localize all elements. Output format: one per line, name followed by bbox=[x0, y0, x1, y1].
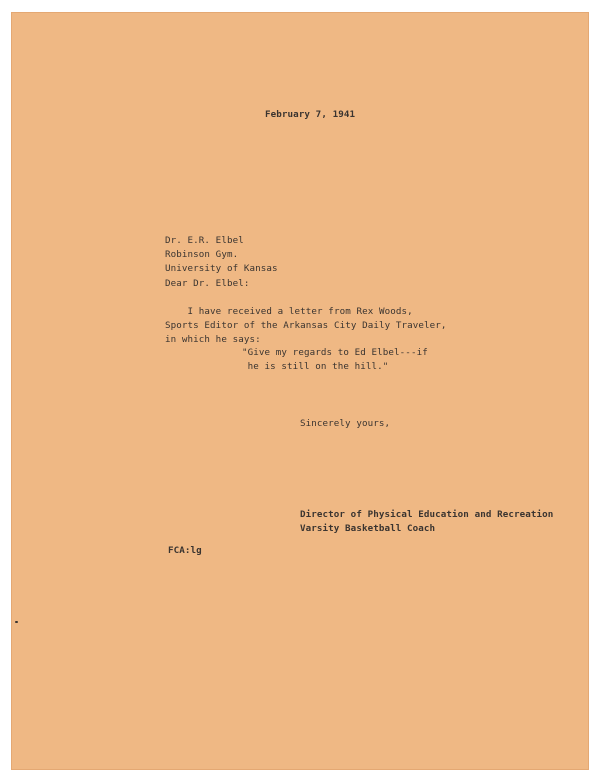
recipient-address bbox=[165, 234, 278, 276]
signature-role: Varsity Basketball Coach bbox=[300, 523, 436, 534]
body-line: I have received a letter from Rex Woods, bbox=[165, 306, 413, 317]
signature-block bbox=[300, 508, 553, 536]
recipient-institution: University of Kansas bbox=[165, 263, 278, 274]
salutation: Dear Dr. Elbel: bbox=[165, 278, 250, 289]
quote-line: he is still on the hill." bbox=[242, 361, 389, 372]
paper-speck bbox=[15, 621, 18, 623]
body-line: Sports Editor of the Arkansas City Daily Traveler, bbox=[165, 320, 447, 331]
body-line: in which he says: bbox=[165, 334, 261, 345]
quote-line: "Give my regards to Ed Elbel---if bbox=[242, 347, 428, 358]
letter-page bbox=[11, 12, 589, 770]
recipient-name: Dr. E.R. Elbel bbox=[165, 235, 244, 246]
recipient-building: Robinson Gym. bbox=[165, 249, 239, 260]
signature-title: Director of Physical Education and Recreation bbox=[300, 509, 554, 520]
closing: Sincerely yours, bbox=[300, 418, 391, 429]
letter-date: February 7, 1941 bbox=[265, 109, 356, 120]
reference-initials: FCA:lg bbox=[168, 545, 202, 556]
body-paragraph bbox=[165, 305, 447, 347]
quoted-text bbox=[242, 346, 428, 374]
